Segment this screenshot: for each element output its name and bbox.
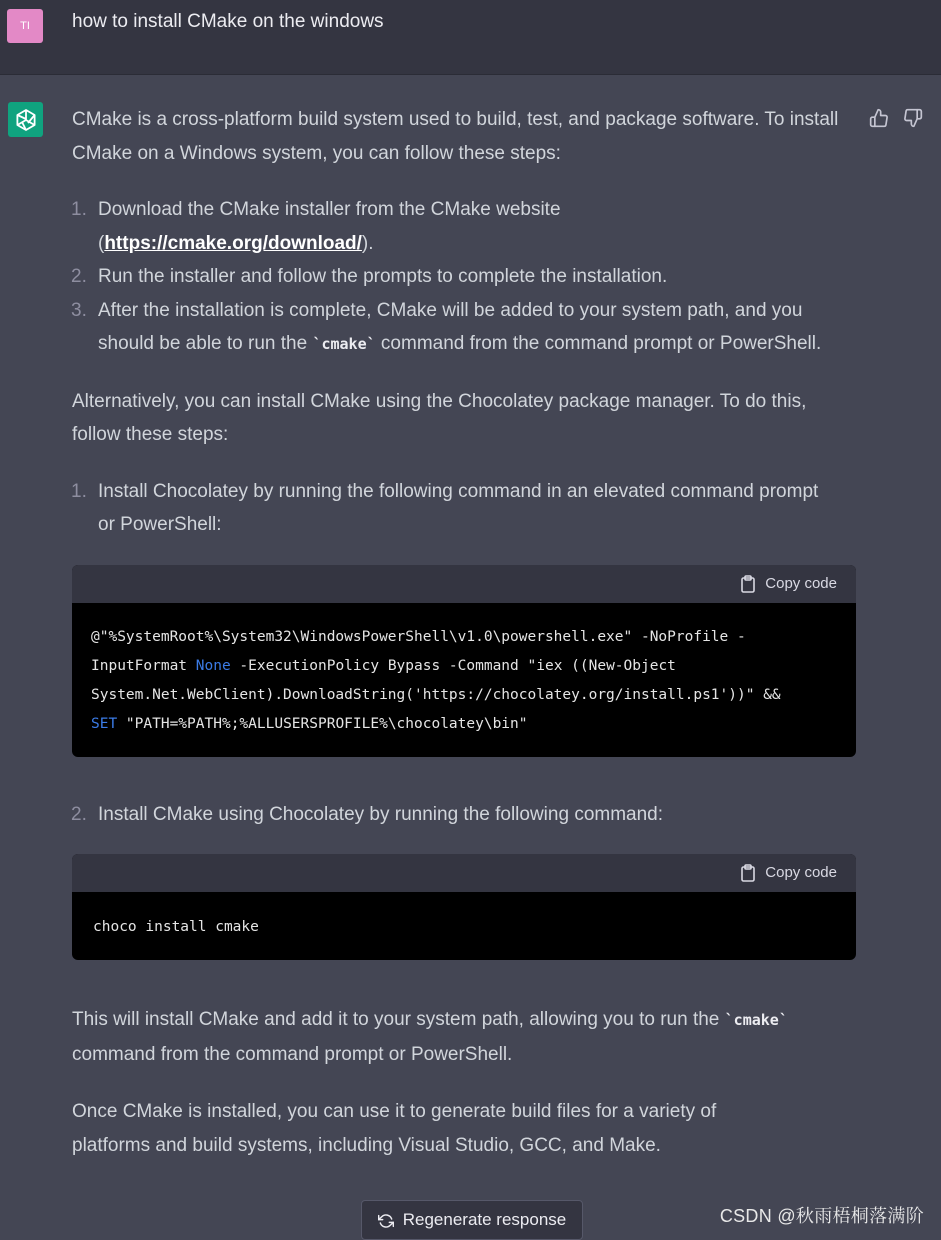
step-text: Download the CMake installer from the CMake website ( [98, 199, 561, 254]
assistant-message [72, 103, 856, 1162]
list-number: 2. [71, 266, 87, 287]
clipboard-icon [740, 864, 756, 882]
copy-code-button[interactable] [740, 574, 837, 594]
steps-list-a [72, 193, 856, 362]
list-number: 3. [71, 299, 87, 321]
user-avatar [7, 9, 43, 43]
list-item [71, 475, 838, 542]
copy-code-label: Copy code [765, 574, 837, 592]
step-text: command from the command prompt or PowerShell. [375, 333, 822, 354]
copy-code-label: Copy code [765, 864, 837, 881]
regenerate-response-button[interactable] [361, 1200, 583, 1240]
final-paragraph: Once CMake is installed, you can use it to generate build files for a variety of platforms and build systems, including Visual Studio, GCC, and Make. [72, 1101, 717, 1156]
code-block [72, 854, 856, 960]
code-line: choco install cmake [93, 919, 259, 935]
clipboard-icon [740, 575, 756, 593]
thumbs-down-icon [903, 108, 923, 128]
refresh-icon [378, 1213, 394, 1229]
list-item [71, 294, 838, 362]
outro-text: This will install CMake and add it to your system path, allowing you to run the [72, 1009, 725, 1030]
inline-code: `cmake` [312, 335, 376, 353]
code-line: -ExecutionPolicy Bypass -Command "iex ((New-Object [230, 657, 676, 674]
list-number: 2. [71, 803, 87, 825]
cmake-download-link[interactable]: https://cmake.org/download/ [104, 232, 362, 254]
regenerate-label: Regenerate response [402, 1210, 567, 1229]
alternative-paragraph: Alternatively, you can install CMake using the Chocolatey package manager. To do this, follow these steps: [72, 390, 807, 445]
list-number: 1. [71, 199, 87, 220]
code-line: "PATH=%PATH%;%ALLUSERSPROFILE%\chocolatey\bin" [117, 715, 528, 732]
copy-code-button[interactable] [740, 863, 837, 883]
code-block [72, 565, 856, 757]
code-block-header [72, 854, 856, 892]
code-content [72, 892, 856, 960]
assistant-avatar [8, 102, 43, 137]
step-text: Install Chocolatey by running the following command in an elevated command prompt or PowerShell: [98, 480, 819, 535]
code-line: System.Net.WebClient).DownloadString('https://chocolatey.org/install.ps1'))" && [91, 686, 781, 703]
step-text: ). [361, 232, 374, 254]
user-avatar-initials: TI [20, 20, 30, 32]
code-block-header [72, 565, 856, 603]
inline-code: `cmake` [724, 1011, 788, 1029]
list-item [71, 193, 838, 260]
code-keyword: SET [91, 715, 118, 732]
code-line: InputFormat [91, 657, 196, 674]
thumbs-up-button[interactable] [868, 107, 890, 129]
thumbs-down-button[interactable] [902, 107, 924, 129]
csdn-watermark: CSDN @秋雨梧桐落满阶 [719, 1206, 924, 1226]
steps-list-b-continued [72, 798, 856, 832]
step-text: Run the installer and follow the prompts to complete the installation. [98, 266, 668, 287]
user-message [0, 0, 941, 75]
list-item [71, 798, 838, 832]
intro-paragraph: CMake is a cross-platform build system used to build, test, and package software. To install CMake on a Windows system, you can follow these steps: [72, 109, 839, 164]
list-number: 1. [71, 480, 87, 502]
outro-text: command from the command prompt or PowerShell. [72, 1043, 513, 1065]
code-content [72, 603, 856, 757]
user-question: how to install CMake on the windows [72, 11, 384, 32]
outro-paragraph [72, 1003, 802, 1071]
list-item [71, 260, 838, 294]
code-keyword: None [195, 657, 231, 674]
steps-list-b [72, 475, 856, 542]
code-line: @"%SystemRoot%\System32\WindowsPowerShell\v1.0\powershell.exe" -NoProfile - [91, 628, 746, 645]
step-text: Install CMake using Chocolatey by running the following command: [98, 803, 664, 825]
thumbs-up-icon [869, 108, 889, 128]
step-text: After the installation is complete, CMake will be added to your system path, and you should be able to run the [98, 299, 803, 354]
openai-logo-icon [13, 107, 39, 133]
